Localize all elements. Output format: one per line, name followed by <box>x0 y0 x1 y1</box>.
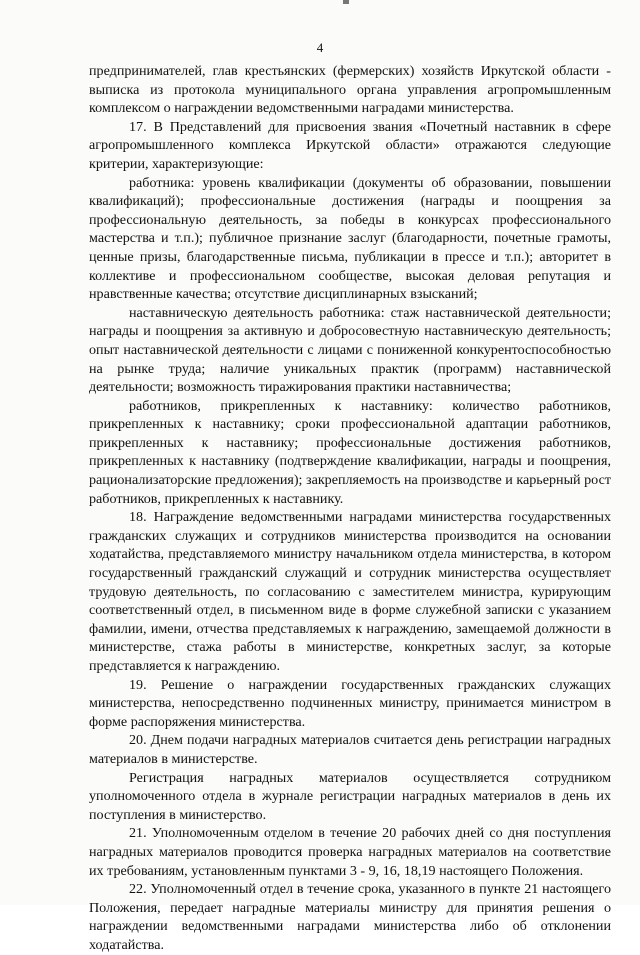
paragraph-22: 22. Уполномоченный отдел в течение срока, указанного в пункте 21 настоящего Положения, передает наградные материалы министру для принятия решения о награждении ведомственными наградами министерства либо об отклонении ходатайства. <box>89 881 611 953</box>
paragraph-criteria-mentoring: наставническую деятельность работника: стаж наставнической деятельности; награды и поощрения за активную и добросовестную наставническую деятельность; опыт наставнической деятельности с лицами с пониженной конкурентоспособностью на рынке труда; наличие уникальных практик (программ) наставнической деятельности; возможность тиражирования практики наставничества; <box>89 304 611 396</box>
paragraph-18: 18. Награждение ведомственными наградами министерства государственных гражданских служащих и сотрудников министерства производится на основании ходатайства, представляемого министру начальником отдела министерства, в котором государственный гражданский служащий и сотрудник министерства осуществляет трудовую деятельность, по согласованию с заместителем министра, курирующим соответственный отдел, в письменном виде в форме служебной записки с указанием фамилии, имени, отчества представляемых к награждению, замещаемой должности в министерстве, стажа работы в министерстве, конкретных заслуг, за которые представляется к награждению. <box>89 509 611 674</box>
scan-mark <box>343 0 349 4</box>
paragraph-criteria-employee: работника: уровень квалификации (документы об образовании, повышении квалификаций); профессиональные достижения (награды и поощрения за профессиональную деятельность, за победы в конкурсах профессионального мастерства и т.п.); публичное признание заслуг (благодарности, почетные грамоты, ценные призы, благодарственные письма, публикации в прессе и т.п.); авторитет в коллективе и профессиональном сообществе, высокая деловая репутация и нравственные качества; отсутствие дисциплинарных взысканий; <box>89 174 611 303</box>
document-body <box>89 62 611 955</box>
paragraph-19: 19. Решение о награждении государственных гражданских служащих министерства, непосредственно подчиненных министру, принимается министром в форме распоряжения министерства. <box>89 676 611 730</box>
paragraph-criteria-mentees: работников, прикрепленных к наставнику: количество работников, прикрепленных к наставнику; сроки профессиональной адаптации работников, прикрепленных к наставнику; профессиональные достижения работников, прикрепленных к наставнику (подтверждение квалификации, награды и поощрения, рационализаторские предложения); закрепляемость на производстве и карьерный рост работников, прикрепленных к наставнику. <box>89 397 611 507</box>
paragraph-20: 20. Днем подачи наградных материалов считается день регистрации наградных материалов в министерстве. <box>89 732 611 767</box>
paragraph-21: 21. Уполномоченным отделом в течение 20 рабочих дней со дня поступления наградных материалов проводится проверка наградных материалов на соответствие их требованиям, установленным пунктами 3 - 9, 16, 18,19 настоящего Положения. <box>89 825 611 879</box>
page-number: 4 <box>316 40 324 55</box>
paragraph-registration: Регистрация наградных материалов осуществляется сотрудником уполномоченного отдела в журнале регистрации наградных материалов в день их поступления в министерство. <box>89 769 611 823</box>
paragraph-continuation: предпринимателей, глав крестьянских (фермерских) хозяйств Иркутской области - выписка из протокола муниципального органа управления агропромышленным комплексом о награждении ведомственными наградами министерства. <box>89 63 611 117</box>
paragraph-17: 17. В Представлений для присвоения звания «Почетный наставник в сфере агропромышленного комплекса Иркутской области» отражаются следующие критерии, характеризующие: <box>89 118 611 172</box>
